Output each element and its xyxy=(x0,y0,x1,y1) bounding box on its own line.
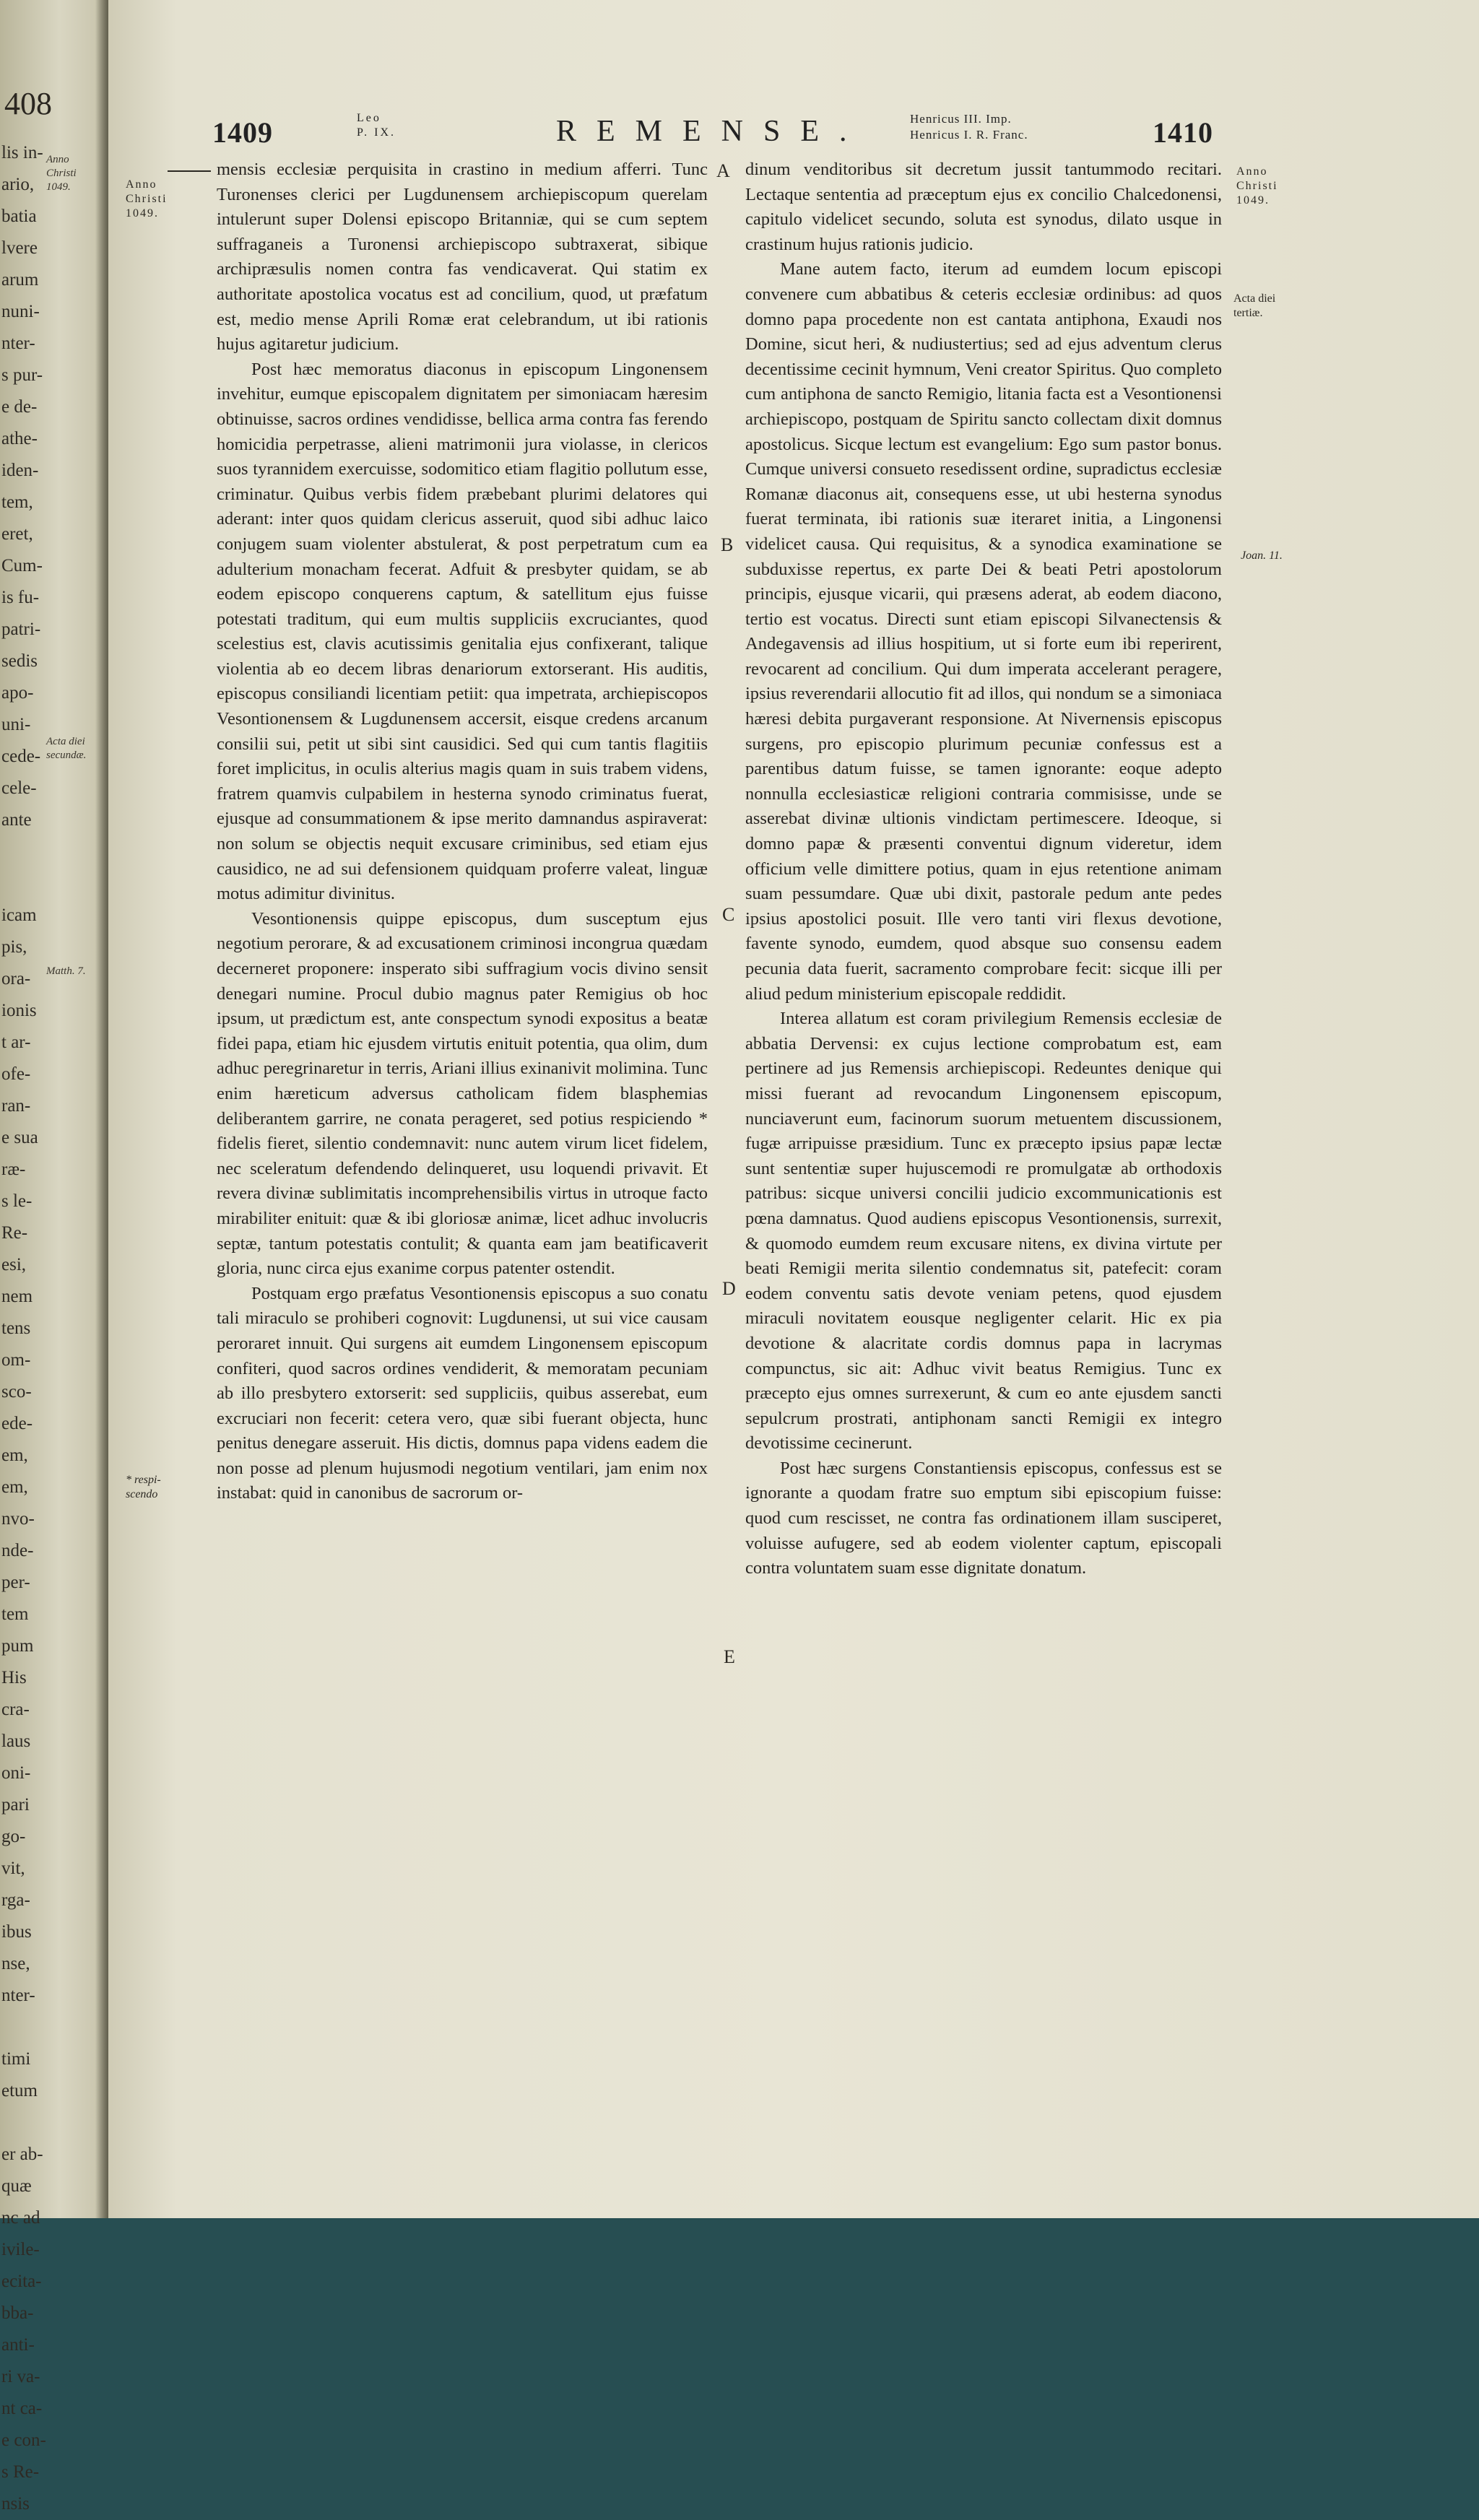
left-margin-footnote: * respi- scendo xyxy=(126,1474,161,1500)
paragraph: Postquam ergo præfatus Vesontionensis episcopus a suo conatu tali miraculo se prohiberi cognovit: Lugdunensi, ut sui vice causam peroraret innuit. Qui surgens ait eumdem Lingonensem episcopum confiteri, quod sacros ordines vendiderit, & memoratam pecuniam ab illo presbytero extorserit: sed suppliciis, quibus asserebat, eum excruciari non fecerit: cetera vero, quæ sibi fuerant objecta, hunc penitus denegare asseruit. His dictis, domnus papa videns eadem die non posse ad plenum hujusmodi negotium ventilari, jam enim nox instabat: quid in canonibus de sacrorum or- xyxy=(217,1283,708,1503)
previous-page-reference-note: Matth. 7. xyxy=(46,965,86,977)
left-margin-year: Anno Christi 1049. xyxy=(126,178,168,220)
paragraph: Interea allatum est coram privilegium Remensis ecclesiæ de abbatia Dervensi: ex cujus lectione comprobatum est, eam pertinere ad jus Remensis archiepiscopi. Redeuntes denique qui missi fuerant ad revocandum Lingonensem episcopum, nunciaverunt eum, facinorum suorum metuentem discussionem, fugæ arripuisse præsidium. Tunc ex præcepto ipsius papæ lectæ sunt sententiæ super hujuscemodi re promulgatæ ab orthodoxis patribus: sicque universi concilii judicio excommunicationis est pœna damnatus. Quod audiens episcopus Vesontionensis, surrexit, & quomodo eumdem reum excusare nitens, ex divina virtute per beati Remigii merita silentio condemnatus sit, patefecit: coram eodem conventu satis devote veniam petens, quod ejusdem miraculi novitatem eousque negligenter celarit. Hic ex pia devotione & alacritate cordis domnus papa in lacrymas compunctus, sic ait: Adhuc vivit beatus Remigius. Tunc ex præcepto ejus omnes surrexerunt, & cum eo ante ejusdem sancti sepulcrum prostrati, antiphonam sancti Remigii ex integro devotissime cecinerunt. xyxy=(745,1009,1222,1454)
previous-page-text-fragments: lis in- ario, batia lvere arum nuni- nter- s pur- e de- athe- iden- tem, eret, Cum- is fu- patri- sedis apo- uni- cede- cele- ante icam pis, ora- ionis t ar- ofe- ran- e sua ræ- s le- Re- esi, nem tens om- sco- ede- em, em, nvo- nde- per- tem pum His cra- laus oni- pari go- vit, rga- ibus nse, nter- timi etum er ab- quæ nc ad ivile- ecita- bba- anti- ri va- nt ca- e con- s Re- nsis xyxy=(1,143,46,2514)
previous-page-acta-note: Acta diei secundæ. xyxy=(46,736,87,761)
current-page xyxy=(108,0,1479,2218)
right-text-column xyxy=(745,157,1222,1581)
section-letter-e: E xyxy=(724,1646,735,1667)
paragraph: Vesontionensis quippe episcopus, dum susceptum ejus negotium perorare, & ad excusationem criminosi incongrua quædam decerneret proponere: insperato sibi suffragium vocis divino sensit denegari numine. Procul dubio magnus pater Remigius ob hoc ipsum, ut prædictum est, ante conspectum synodi expositus a beatæ fidei papa, etiam hic ejusdem virtutis enituit potentia, qua olim, dum adhuc peregrinaretur in terris, Ariani illius exinanivit molimina. Tunc enim hæreticum adversus catholicam fidem blasphemias deliberantem garrire, ne conata perageret, sed potius respiciendo * fidelis fieret, silentio condemnavit: nunc autem virum licet fidelem, nec sceleratum defendendo delinqueret, usu loquendi privavit. Et revera divinæ sublimitatis incomprehensibilis virtus in utroque facto mirabiliter enituit: quæ & ibi gloriosæ animæ, licet adhuc involucris septæ, tantum potestatis contulit; & quanta eam jam beatificaverit gloria, nunc circa ejus exanime corpus patenter ostendit. xyxy=(217,908,708,1279)
pope-label: Leo P. IX. xyxy=(357,112,396,139)
paragraph: Post hæc memoratus diaconus in episcopum Lingonensem invehitur, eumque episcopalem dignitatem per simoniacam hæresim obtinuisse, sacros ordines vendidisse, bellica arma contra fas ferendo homicidia perpetrasse, alieni matrimonii jura violasse, in clericos suos tyrannidem exercuisse, sodomitico etiam flagitio pollutum esse, criminatur. Quibus verbis fidem præbebant plurimi delatores qui aderant: inter quos quidam clericus asseruit, quod sibi adhuc laico conjugem suam violenter abstulerat, & post perpetratum cum ea adulterium monacham fecerat. Adfuit & presbyter quidam, se ab eodem episcopo conquerens captum, & satellitum ejus fuisse potestati traditum, qui eum multis suppliciis excruciantes, quod scelestius est, clavis acutissimis genitalia ejus confixerant, talique violentia ab eo decem libras denariorum extorserant. His auditis, episcopus consiliandi licentiam petiit: qua impetrata, archiepiscopos Vesontionensem & Lugdunensem accersit, eisque credens arcanum consilii sui, petit ut sibi sint causidici. Sed qui cum tantis flagitiis foret implicitus, in oculis alterius magis quam in suis trabem videns, fratrem quamvis culpabilem in hesterna synodo criminatus fuerat, ejusque ad consummationem & ipse merito damnandus aspiraverat: non solum se objectis nequit excusare criminibus, sed etiam ejus causidico, ne ad sui defensionem quidquam proferre valeat, linguæ motus adimitur divinitus. xyxy=(217,359,708,904)
right-margin-reference: Joan. 11. xyxy=(1241,549,1283,562)
rulers-label: Henricus III. Imp. Henricus I. R. Franc. xyxy=(910,112,1028,142)
section-letter-b: B xyxy=(721,534,734,555)
right-page-number: 1410 xyxy=(1153,116,1213,149)
section-letter-a: A xyxy=(716,160,730,181)
previous-page-number: 408 xyxy=(4,86,52,121)
running-header xyxy=(108,94,1479,152)
left-page-number: 1409 xyxy=(212,116,273,149)
page-title: REMENSE. xyxy=(556,115,867,148)
previous-page-edge xyxy=(0,0,108,2514)
section-letter-d: D xyxy=(722,1278,736,1299)
right-margin-year: Anno Christi 1049. xyxy=(1236,165,1278,207)
paragraph: Post hæc surgens Constantiensis episcopus, confessus est se ignorante a quodam fratre suo emptum sibi episcopium fuisse: quod cum rescisset, ne contra fas ordinationem illam susciperet, voluisse aufugere, sed ab eodem violenter captum, episcopali contra voluntatem suam esse dignitate donatum. xyxy=(745,1458,1222,1578)
right-margin-acta: Acta diei tertiæ. xyxy=(1233,292,1276,319)
section-letter-c: C xyxy=(722,904,735,925)
margin-rule xyxy=(168,170,211,172)
paragraph: dinum venditoribus sit decretum jussit tantummodo recitari. Lectaque sententia ad præceptum ejus ex concilio Chalcedonensi, capitulo videlicet secundo, soluta est synodus, dilato usque in crastinum hujus rationis judicio. xyxy=(745,160,1222,254)
paragraph: mensis ecclesiæ perquisita in crastino in medium afferri. Tunc Turonenses clerici per Lugdunensem archiepiscopum querelam intulerunt super Dolensi episcopo Britanniæ, qui se cum septem suffraganeis a Turonensi archiepiscopo subtraxerat, sibique archipræsulis nomen contra fas vendicaverat. Qui statim ex authoritate apostolica vocatus est ad concilium, quod, ut præfatum est, medio mense Aprili Romæ erat celebrandum, ut ibi rationis hujus agitaretur judicium. xyxy=(217,160,708,355)
left-text-column xyxy=(217,157,708,1506)
paragraph: Mane autem facto, iterum ad eumdem locum episcopi convenere cum abbatibus & ceteris ecclesiæ ordinibus: ad quos domno papa procedente non est cantata antiphona, Exaudi nos Domine, sicut heri, & nudiustertius; sed ad ejus adventum clerus decentissime cecinit hymnum, Veni creator Spiritus. Quo completo cum antiphona de sancto Remigio, litania facta est a Vesontionensi archiepiscopo, postquam de Spiritu sancto collectam dixit domnus apostolicus. Sicque lectum est evangelium: Ego sum pastor bonus. Cumque universi consueto resedissent ordine, supradictus ecclesiæ Romanæ diaconus ait, consequens esse, ut ubi hesterna synodus fuerat terminata, ibi rationis suæ iteraret initia, a Lingonensi videlicet causa. Qui requisitus, & a synodica examinatione se subduxisse repertus, ex parte Dei & beati Petri apostolorum principis, ejusque vicarii, qui præsens aderat, ab eodem diacono, tertio est vocatus. Directi sunt etiam episcopi Silvanectensis & Andegavensis ad illius hospitium, ut si forte eum ibi reperirent, revocarent ad concilium. Qui dum imperata accelerant peragere, ipsius reverendarii allocutio fit ad illos, qui nondum se a simoniaca hæresi debita purgaverant responsione. At Nivernensis episcopus surgens, pro episcopio plurimum pecuniæ confessus est a parentibus datum fuisse, se tamen ignorante: eoque adepto nonnulla ecclesiasticæ religioni contraria commisisse, unde se asserebat divinæ ultionis vindictam pertimescere. Ideoque, si domno papæ & præsenti conventui dignum videretur, idem officium velle dimittere potius, quam in ejus retentione animam suam pessumdare. Quæ ubi dixit, pastorale pedum ante pedes ipsius apostolici posuit. Ille vero tanti viri flexus devotione, favente synodo, eumdem, quod absque suo consensu eadem pecunia data fuerit, sacramento comprobare fecit: sicque illi per aliud pedum ministerium episcopale reddidit. xyxy=(745,259,1222,1004)
previous-page-year-note: Anno Christi 1049. xyxy=(46,154,77,193)
